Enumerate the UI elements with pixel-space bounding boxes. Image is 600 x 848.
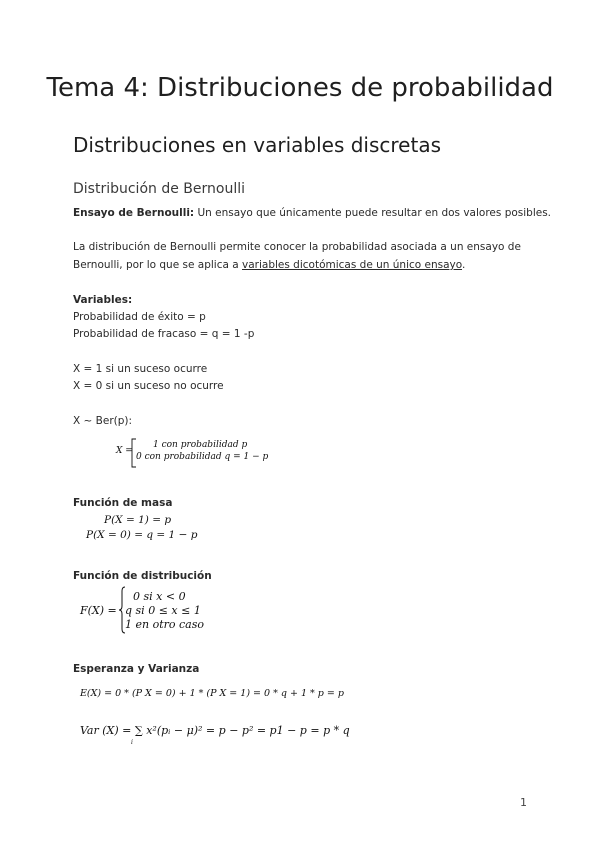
variable-x0: X = 0 si un suceso no ocurre: [73, 380, 224, 392]
intro-line-2: [73, 259, 465, 271]
variable-exito: Probabilidad de éxito = p: [73, 311, 206, 323]
section-heading: Distribuciones en variables discretas: [73, 133, 441, 157]
variable-x1: X = 1 si un suceso ocurre: [73, 363, 208, 375]
intro-line-2-text: Bernoulli, por lo que se aplica a: [73, 259, 243, 271]
intro-period: .: [462, 259, 466, 271]
page-title: Tema 4: Distribuciones de probabilidad: [46, 73, 554, 103]
ber-case-1: 1 con probabilidad p: [153, 440, 248, 450]
esperanza-heading: Esperanza y Varianza: [73, 663, 200, 675]
variables-heading: Variables:: [73, 294, 133, 306]
distribucion-lhs: F(X) =: [80, 604, 117, 617]
esperanza-formula: E(X) = 0 * (P X = 0) + 1 * (P X = 1) = 0 * q + 1 * p = p: [80, 688, 344, 699]
sum-index: i: [131, 739, 133, 746]
masa-line-1: P(X = 1) = p: [104, 514, 172, 526]
ensayo-text: Un ensayo que únicamente puede resultar en dos valores posibles.: [194, 207, 552, 219]
subsection-heading: Distribución de Bernoulli: [73, 181, 245, 197]
variable-fracaso: Probabilidad de fracaso = q = 1 -p: [73, 328, 255, 340]
distribucion-heading: Función de distribución: [73, 570, 212, 582]
ber-case-2: 0 con probabilidad q = 1 − p: [136, 452, 269, 462]
page-number: 1: [520, 796, 527, 809]
intro-line-1: La distribución de Bernoulli permite conocer la probabilidad asociada a un ensayo de: [73, 241, 521, 253]
ensayo-label: Ensayo de Bernoulli:: [73, 207, 195, 219]
ensayo-definition: [73, 207, 551, 219]
distribucion-case-1: 0 si x < 0: [133, 590, 186, 603]
dichotomous-variables-underlined: variables dicotómicas de un único ensayo: [242, 259, 463, 271]
masa-heading: Función de masa: [73, 497, 173, 509]
distribucion-case-2: q si 0 ≤ x ≤ 1: [125, 604, 201, 617]
ber-formula-lhs: X =: [116, 446, 133, 456]
distribucion-case-3: 1 en otro caso: [125, 618, 204, 631]
varianza-formula: Var (X) = ∑ x²(pᵢ − μ)² = p − p² = p1 − p = p * q: [80, 724, 350, 737]
masa-line-2: P(X = 0) = q = 1 − p: [86, 529, 198, 541]
ber-notation: X ~ Ber(p):: [73, 415, 133, 427]
